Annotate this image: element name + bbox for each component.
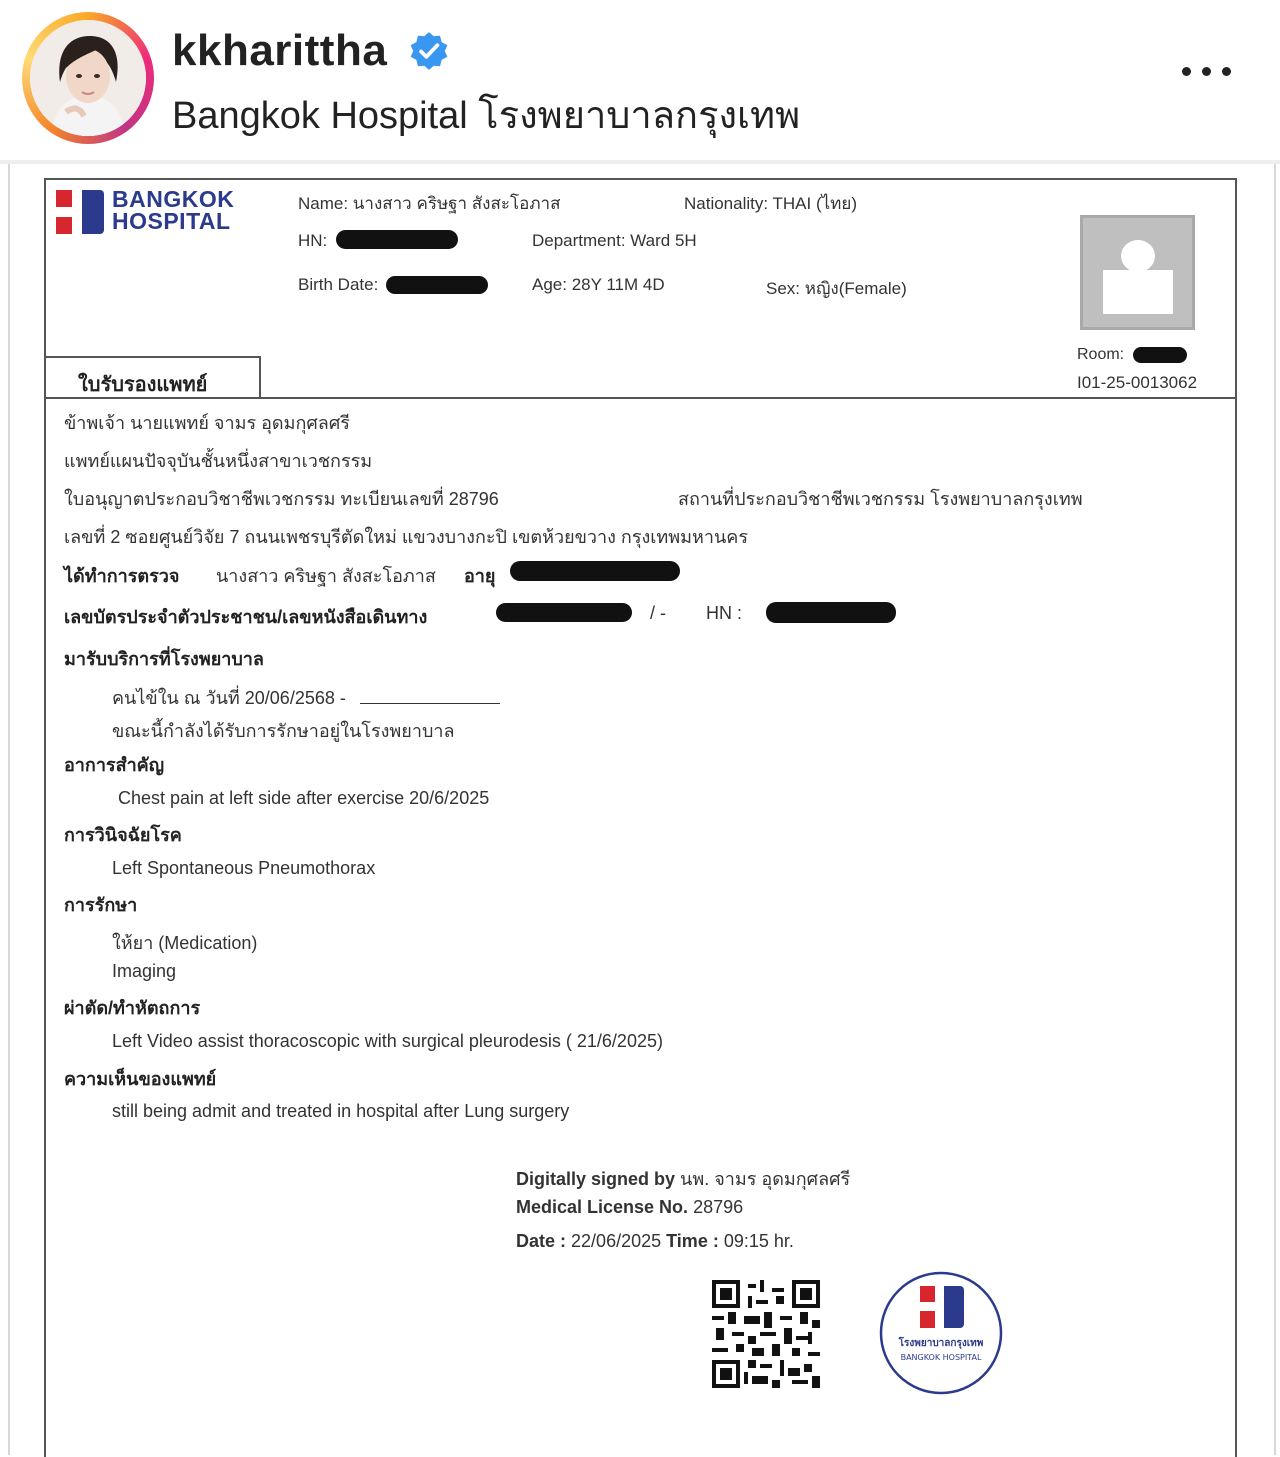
room-label: Room: <box>1077 346 1125 363</box>
license-line: ใบอนุญาตประกอบวิชาชีพเวชกรรม ทะเบียนเลขที่ 28796 <box>64 489 499 509</box>
hn2-label: HN : <box>706 603 742 623</box>
diagnosis-label: การวินิจฉัยโรค <box>64 825 182 845</box>
verified-badge-icon <box>408 30 450 72</box>
surgery: Left Video assist thoracoscopic with surgical pleurodesis ( 21/6/2025) <box>112 1031 663 1051</box>
logo-text: BANGKOK HOSPITAL <box>112 186 235 234</box>
examined-name: นางสาว คริษฐา สังสะโอภาส <box>216 566 436 586</box>
avatar[interactable] <box>30 20 146 136</box>
diagnosis: Left Spontaneous Pneumothorax <box>112 858 376 878</box>
patient-name: Name: นางสาว คริษฐา สังสะโอภาส <box>298 194 561 213</box>
seal-english-text: BANGKOK HOSPITAL <box>900 1353 982 1362</box>
hospital-logo <box>56 188 256 236</box>
age-label: อายุ <box>464 566 496 586</box>
service-label: มารับบริการที่โรงพยาบาล <box>64 649 264 669</box>
divider <box>44 397 1235 399</box>
opinion-label: ความเห็นของแพทย์ <box>64 1069 217 1089</box>
practice-place: สถานที่ประกอบวิชาชีพเวชกรรม โรงพยาบาลกรุงเทพ <box>678 489 1083 509</box>
doctor-qualification: แพทย์แผนปัจจุบันชั้นหนึ่งสาขาเวชกรรม <box>64 451 373 471</box>
nationality: Nationality: THAI (ไทย) <box>684 194 857 213</box>
license-number-line: Medical License No. 28796 <box>516 1197 744 1217</box>
hospital-seal <box>878 1270 1004 1396</box>
post-location[interactable]: Bangkok Hospital โรงพยาบาลกรุงเทพ <box>172 95 801 137</box>
redaction <box>510 561 680 581</box>
qr-code[interactable] <box>712 1280 820 1388</box>
seal-thai-text: โรงพยาบาลกรุงเทพ <box>898 1338 984 1349</box>
signature-line: Digitally signed by นพ. จามร อุดมกุศลศรี <box>516 1169 851 1189</box>
certificate-title: ใบรับรองแพทย์ <box>78 374 208 396</box>
hospital-cross-icon <box>920 1286 964 1328</box>
surgery-label: ผ่าตัด/ทำหัตถการ <box>64 998 201 1018</box>
hn-label: HN: <box>298 231 328 250</box>
treatment-imaging: Imaging <box>112 961 177 981</box>
sex: Sex: หญิง(Female) <box>766 279 907 298</box>
treatment-label: การรักษา <box>64 895 138 915</box>
inpatient-date: คนไข้ใน ณ วันที่ 20/06/2568 - <box>112 688 346 708</box>
hospital-address: เลขที่ 2 ซอยศูนย์วิจัย 7 ถนนเพชรบุรีตัดใหม่ แขวงบางกะปิ เขตห้วยขวาง กรุงเทพมหานคร <box>64 527 749 547</box>
more-options-icon[interactable] <box>1180 56 1240 86</box>
symptom: Chest pain at left side after exercise 20/6/2025 <box>118 788 490 808</box>
id-label: เลขบัตรประจำตัวประชาชน/เลขหนังสือเดินทาง <box>64 607 428 627</box>
avatar-image <box>30 20 146 136</box>
story-ring[interactable] <box>22 12 154 144</box>
birth-date-label: Birth Date: <box>298 275 379 294</box>
inpatient-note: ขณะนี้กำลังได้รับการรักษาอยู่ในโรงพยาบาล <box>112 721 455 741</box>
symptom-label: อาการสำคัญ <box>64 755 165 775</box>
username[interactable]: kkharittha <box>172 26 388 75</box>
document-id: I01-25-0013062 <box>1077 373 1198 392</box>
patient-photo-placeholder <box>1080 215 1195 330</box>
doctor-line: ข้าพเจ้า นายแพทย์ จามร อุดมกุศลศรี <box>64 413 350 433</box>
redaction <box>386 276 488 294</box>
department: Department: Ward 5H <box>532 231 697 250</box>
redaction <box>766 602 896 623</box>
age: Age: 28Y 11M 4D <box>532 275 665 294</box>
doctor-opinion: still being admit and treated in hospital after Lung surgery <box>112 1101 570 1121</box>
blank-line <box>360 703 500 704</box>
redaction <box>496 603 632 622</box>
redaction <box>336 230 458 249</box>
redaction <box>1133 347 1187 363</box>
date-time-line: Date : 22/06/2025 Time : 09:15 hr. <box>516 1231 794 1251</box>
treatment-medication: ให้ยา (Medication) <box>112 933 258 953</box>
hospital-cross-icon <box>56 190 104 234</box>
id-separator: / - <box>650 603 666 623</box>
post-header <box>0 0 1280 160</box>
certificate-title-tab <box>44 356 261 398</box>
examined-label: ได้ทำการตรวจ <box>64 566 180 586</box>
